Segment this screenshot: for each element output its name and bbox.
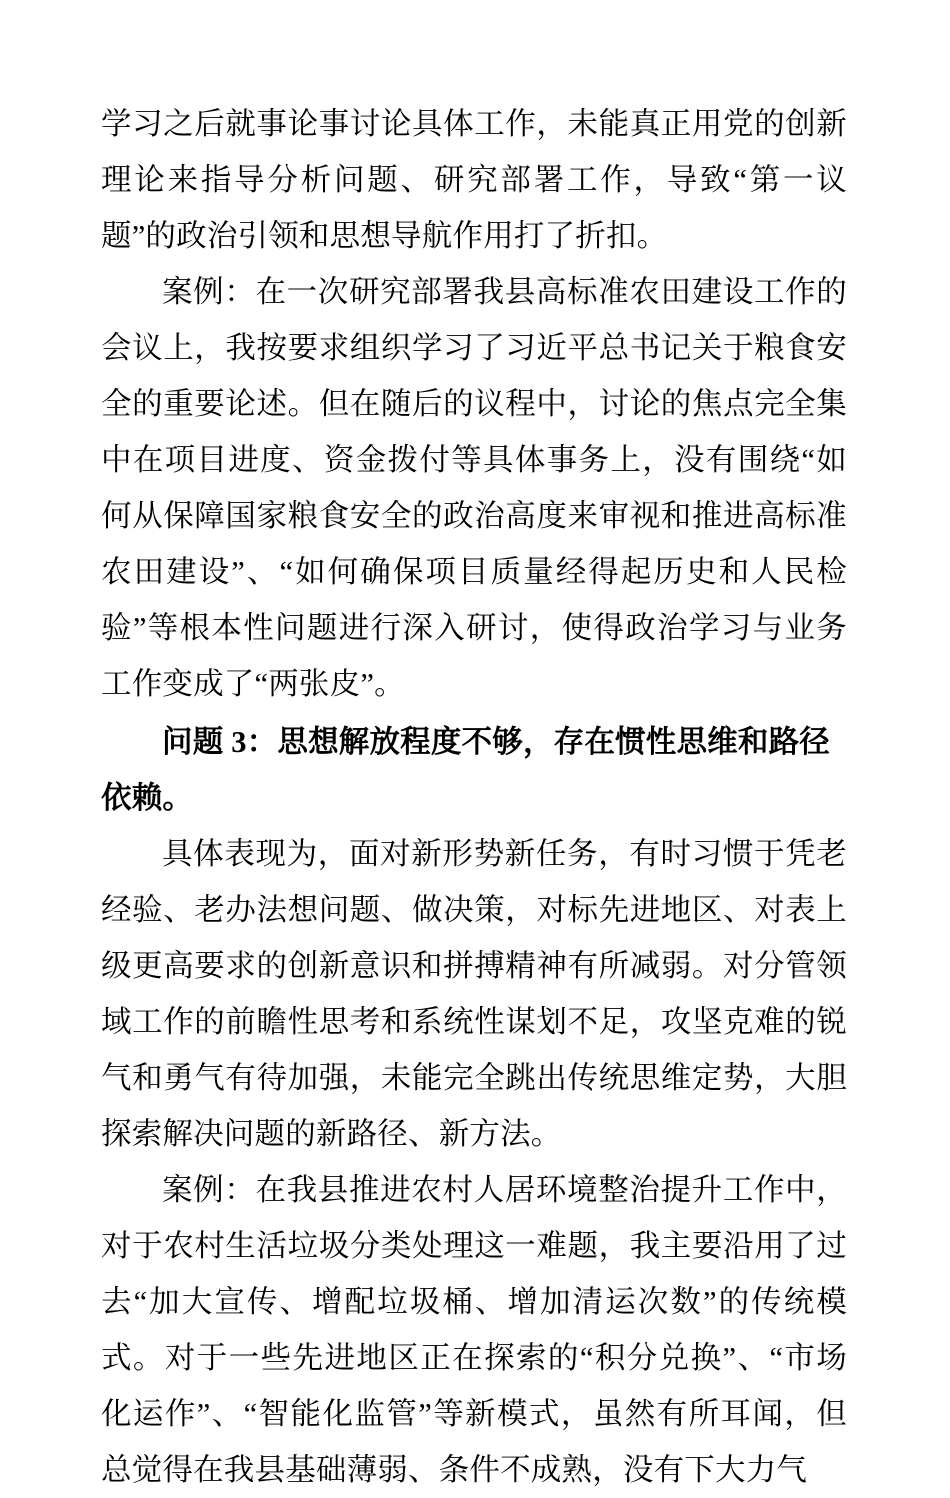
paragraph-case-example-1: 案例：在一次研究部署我县高标准农田建设工作的会议上，我按要求组织学习了习近平总书记关于粮食安全的重要论述。但在随后的议程中，讨论的焦点完全集中在项目进度、资金拨付等具体事务上，没有围绕“如何从保障国家粮食安全的政治高度来审视和推进高标准农田建设”、“如何确保项目质量经得起历史和人民检验”等根本性问题进行深入研讨，使得政治学习与业务工作变成了“两张皮”。 <box>101 275 847 701</box>
heading-problem-3: 问题 3：思想解放程度不够，存在惯性思维和路径依赖。 <box>101 725 830 815</box>
paragraph-continuation: 学习之后就事论事讨论具体工作，未能真正用党的创新理论来指导分析问题、研究部署工作，导致“第一议题”的政治引领和思想导航作用打了折扣。 <box>101 107 847 253</box>
paragraph-case-example-2: 案例：在我县推进农村人居环境整治提升工作中，对于农村生活垃圾分类处理这一难题，我主要沿用了过去“加大宣传、增配垃圾桶、增加清运次数”的传统模式。对于一些先进地区正在探索的“积分兑换”、“市场化运作”、“智能化监管”等新模式，虽然有所耳闻，但总觉得在我县基础薄弱、条件不成熟，没有下大力气 <box>101 1173 847 1487</box>
paragraph-manifestation: 具体表现为，面对新形势新任务，有时习惯于凭老经验、老办法想问题、做决策，对标先进地区、对表上级更高要求的创新意识和拼搏精神有所减弱。对分管领域工作的前瞻性思考和系统性谋划不足，攻坚克难的锐气和勇气有待加强，未能完全跳出传统思维定势，大胆探索解决问题的新路径、新方法。 <box>101 837 847 1151</box>
